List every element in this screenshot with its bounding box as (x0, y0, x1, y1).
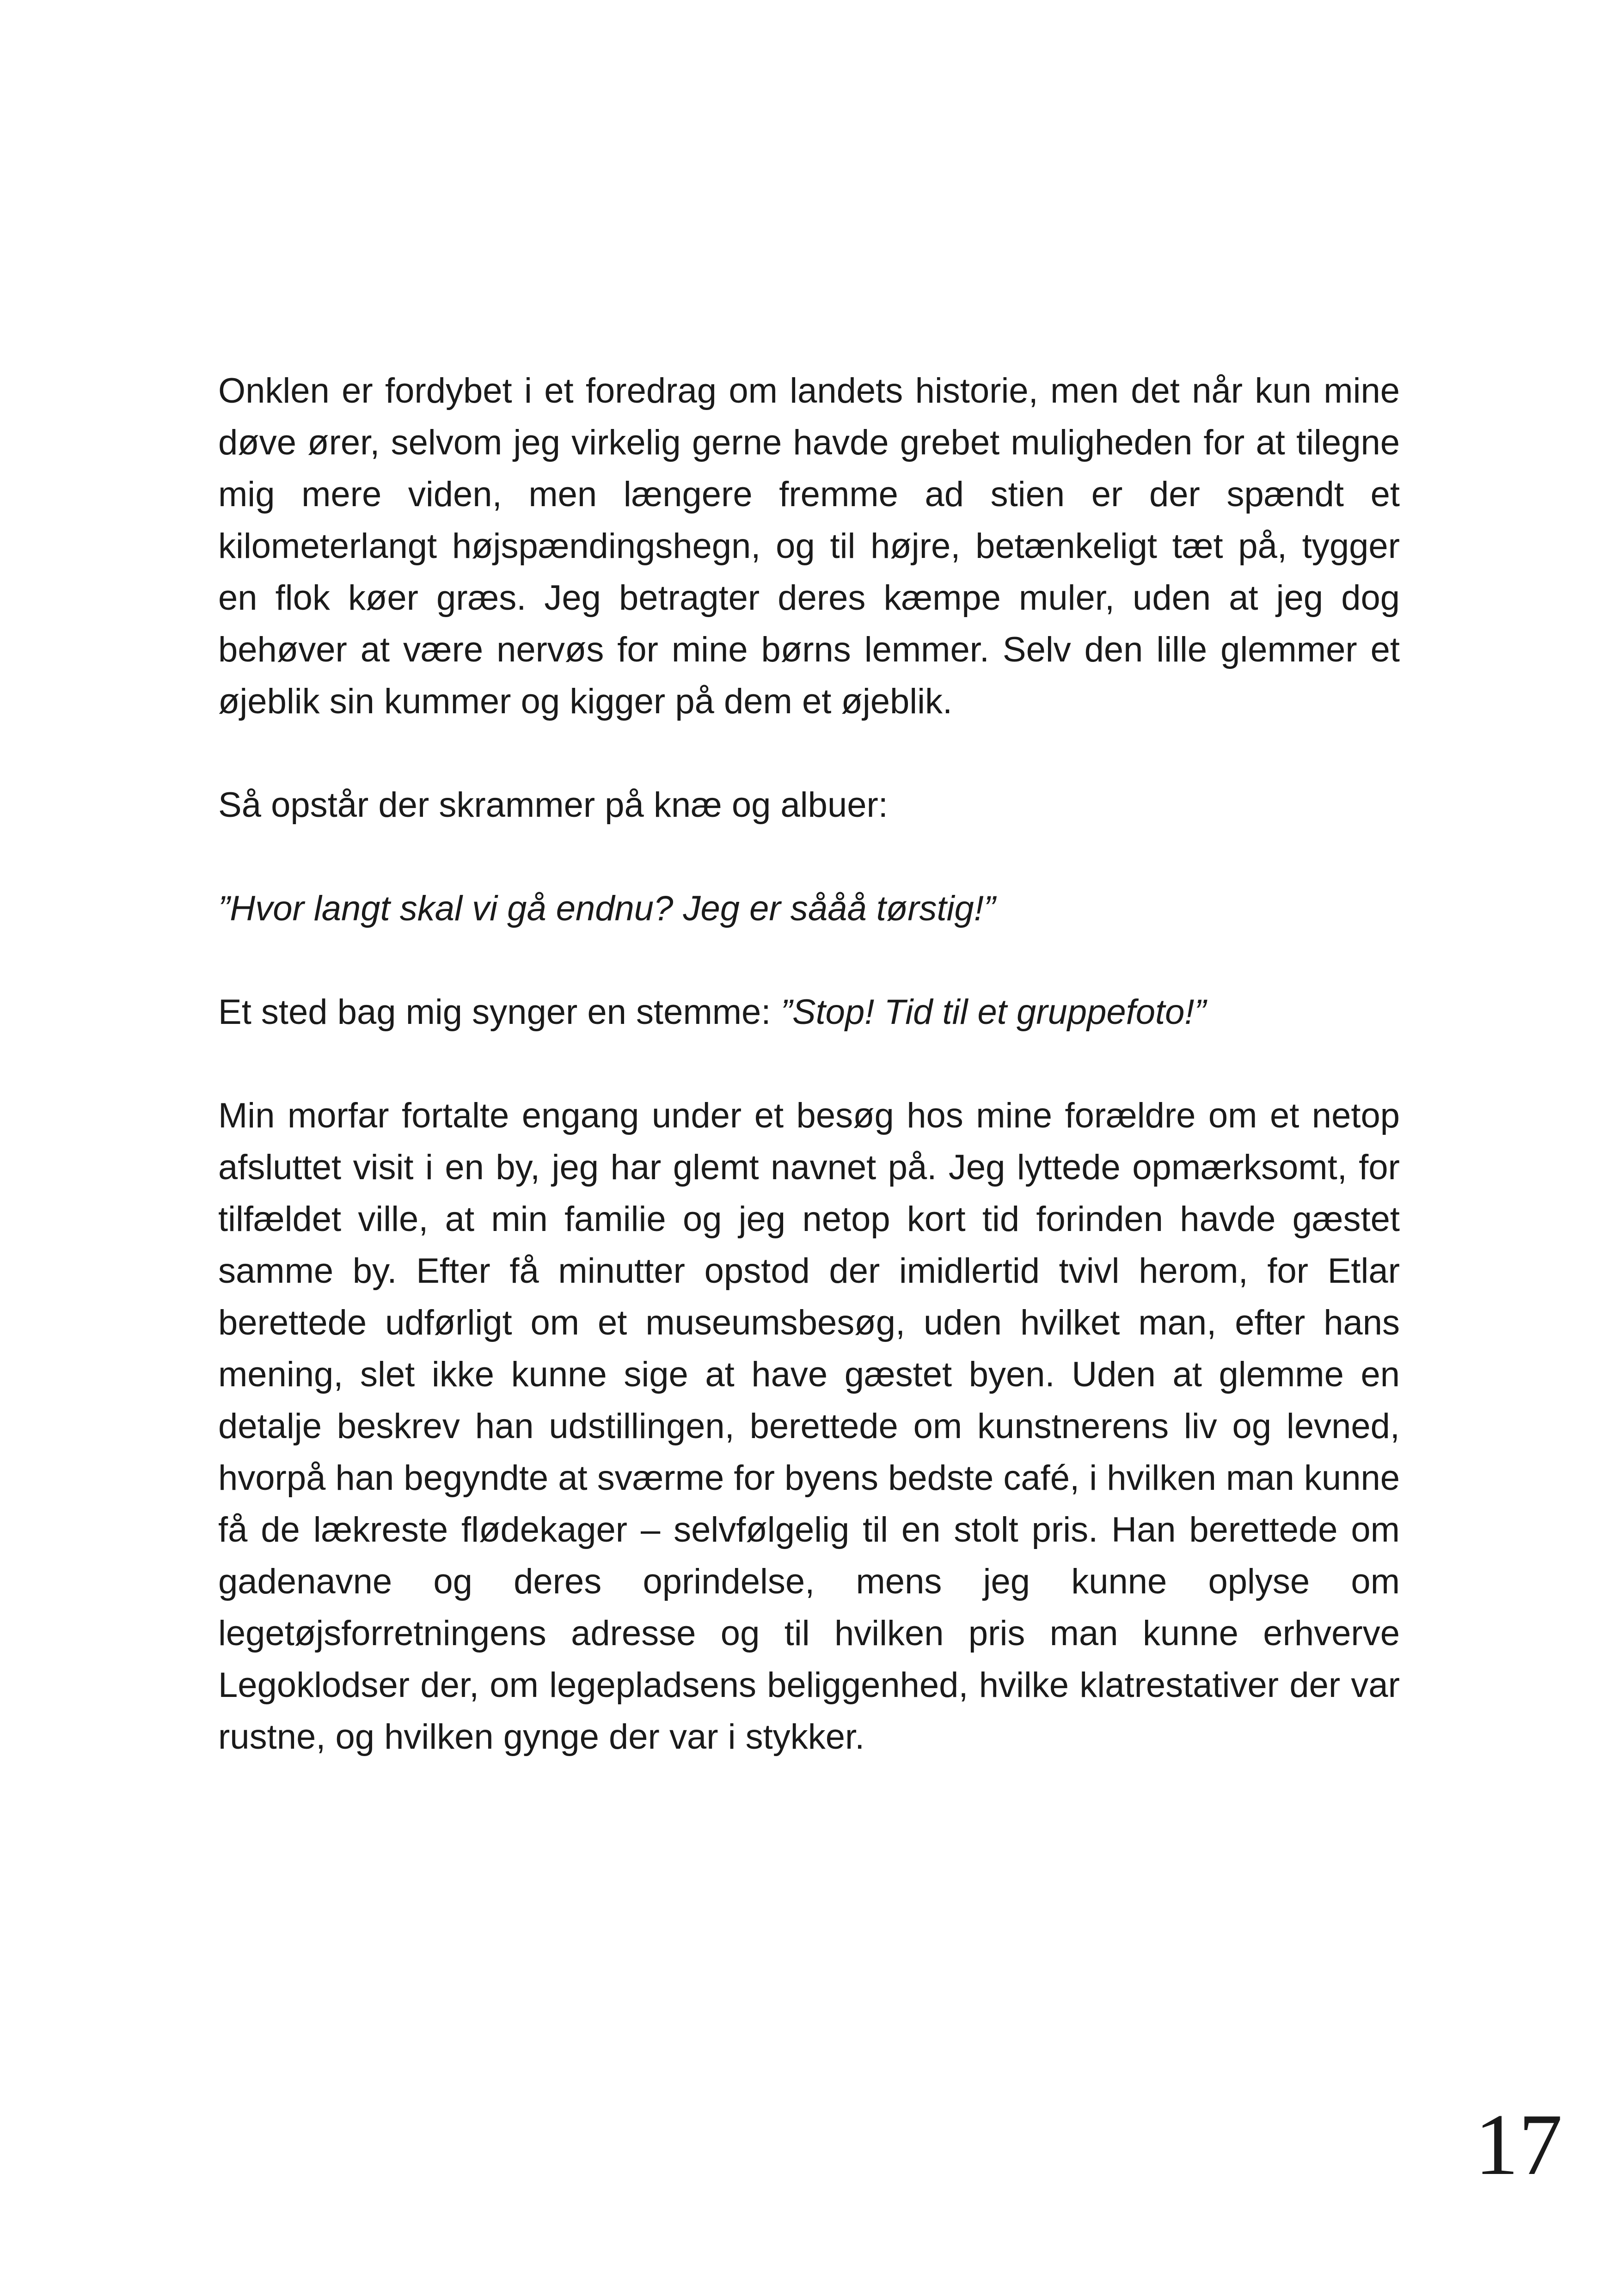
page-number: 17 (1475, 2096, 1563, 2193)
dialogue-quote-1: ”Hvor langt skal vi gå endnu? Jeg er sååå tørstig!” (218, 889, 996, 928)
paragraph-2: Så opstår der skrammer på knæ og albuer: (218, 785, 888, 825)
paragraph-4-lead: Et sted bag mig synger en stemme: (218, 992, 781, 1032)
paragraph-5: Min morfar fortalte engang under et besøg hos mine forældre om et netop afsluttet visit i en by, jeg har glemt navnet på. Jeg lyttede opmærksomt, for tilfældet ville, at min familie og jeg netop kort tid forinden havde gæstet samme by. Efter få minutter opstod der imidlertid tvivl herom, for Etlar berettede udførligt om et museumsbesøg, uden hvilket man, efter hans mening, slet ikke kunne sige at have gæstet byen. Uden at glemme en detalje beskrev han udstillingen, berettede om kunstnerens liv og levned, hvorpå han begyndte at sværme for byens bedste café, i hvilken man kunne få de lækreste flødekager – selvfølgelig til en stolt pris. Han berettede om gadenavne og deres oprindelse, mens jeg kunne oplyse om legetøjsforretningens adresse og til hvilken pris man kunne erhverve Legoklodser der, om legepladsens beliggenhed, hvilke klatrestativer der var rustne, og hvilken gynge der var i stykker. (218, 1096, 1400, 1757)
paragraph-4 (218, 986, 1400, 1038)
dialogue-quote-2: ”Stop! Tid til et gruppefoto!” (780, 992, 1206, 1032)
body-text (218, 365, 1400, 1763)
paragraph-1: Onklen er fordybet i et foredrag om landets historie, men det når kun mine døve ører, selvom jeg virkelig gerne havde grebet muligheden for at tilegne mig mere viden, men længere fremme ad stien er der spændt et kilometerlangt højspændingshegn, og til højre, betænkeligt tæt på, tygger en flok køer græs. Jeg betragter deres kæmpe muler, uden at jeg dog behøver at være nervøs for mine børns lemmer. Selv den lille glemmer et øjeblik sin kummer og kigger på dem et øjeblik. (218, 371, 1400, 721)
